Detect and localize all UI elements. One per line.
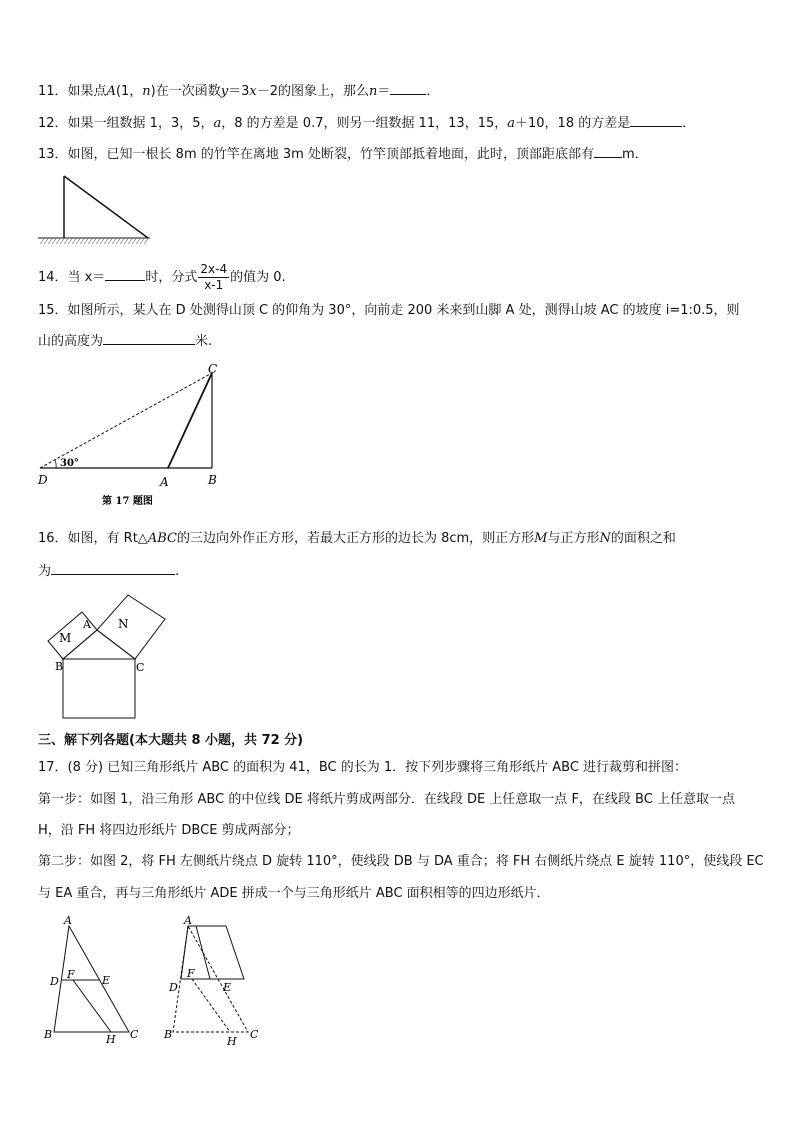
q16-text: 如图，有 Rt△ (67, 531, 148, 546)
q13-text: m． (621, 147, 648, 162)
question-number: 13． (38, 147, 68, 162)
q15-text: 如图所示，某人在 D 处测得山顶 C 的仰角为 30°，向前走 200 米来到山脚 A 处，测得山坡 AC 的坡度 i=1:0.5，则 (67, 303, 740, 318)
angle-label: 30° (60, 458, 79, 469)
point-c-label: C (250, 1028, 259, 1041)
question-16-line-2 (38, 562, 179, 581)
point-label: A (106, 84, 116, 99)
fraction (198, 262, 229, 293)
point-c-label: C (208, 362, 218, 376)
question-12 (38, 114, 695, 133)
point-b-label: B (44, 1028, 53, 1041)
section-title: 三、解下列各题(本大题共 8 小题，共 72 分) (38, 733, 304, 748)
point-d-label: D (50, 975, 59, 988)
sight-line-dc (40, 373, 212, 468)
point-b-label: B (164, 1028, 173, 1041)
question-17-line-2: 第一步：如图 1，沿三角形 ABC 的中位线 DE 将纸片剪成两部分．在线段 DE 上任意取一点 F，在线段 BC 上任意取一点 (38, 792, 735, 807)
question-17-line-5: 与 EA 重合，再与三角形纸片 ADE 拼成一个与三角形纸片 ABC 面积相等的四边形纸片． (38, 886, 550, 901)
q16-text: 与正方形 (547, 531, 600, 546)
variable-x: x (249, 84, 257, 99)
question-number: 12． (38, 116, 68, 131)
point-b-label: B (55, 660, 64, 673)
point-f-label: F (187, 967, 195, 980)
q16-text: 为 (38, 564, 52, 579)
variable-a: a (507, 116, 515, 131)
bamboo-figure (38, 172, 152, 248)
triangle-abc (54, 926, 129, 1032)
q13-text: 如图，已知一根长 8m 的竹竿在离地 3m 处断裂，竹竿顶部抵着地面，此时，顶部距底部有 (67, 147, 594, 162)
point-c-label: C (130, 1028, 139, 1041)
q11-text: －2的图象上，那么 (256, 84, 370, 99)
point-h-label: H (227, 1035, 237, 1048)
q11-text: ) (150, 84, 156, 99)
square-n-label: N (599, 531, 611, 546)
question-14 (38, 262, 286, 293)
point-d-label: D (38, 473, 48, 487)
variable-y: y (220, 84, 229, 99)
question-16-line-1 (38, 530, 676, 548)
question-13 (38, 145, 648, 164)
q14-text: 时，分式 (145, 270, 198, 285)
answer-blank[interactable] (594, 145, 622, 158)
answer-blank[interactable] (390, 82, 426, 95)
point-c-label: C (136, 661, 145, 674)
question-15-line-1 (38, 302, 740, 320)
answer-blank[interactable] (103, 332, 195, 345)
square-n (97, 595, 165, 659)
question-17-line-1: 17．(8 分) 已知三角形纸片 ABC 的面积为 41，BC 的长为 1．按下列步骤将三角形纸片 ABC 进行裁剪和拼图： (38, 760, 688, 775)
point-a-label: A (160, 475, 169, 489)
bamboo-broken-part (64, 176, 148, 238)
answer-blank[interactable] (630, 114, 682, 127)
fraction-denominator: x-1 (204, 278, 224, 292)
answer-blank[interactable] (51, 562, 175, 575)
point-b-label: B (208, 473, 217, 487)
ground-hatching (40, 239, 148, 244)
square-n-label: N (118, 617, 129, 631)
q14-text: 当 x＝ (67, 270, 106, 285)
figure-2 (162, 912, 266, 1046)
point-a-label: A (64, 914, 72, 927)
q16-text: 的面积之和 (610, 531, 676, 546)
q12-text: ，8 的方差是 0.7，则另一组数据 11，13，15， (221, 116, 508, 131)
question-number: 14． (38, 270, 68, 285)
q11-text: (1， (115, 84, 143, 99)
slope-ac (168, 373, 212, 468)
squares-figure (38, 590, 178, 722)
right-triangle (63, 630, 135, 659)
question-15-line-2 (38, 332, 212, 351)
variable-a: a (213, 116, 222, 131)
square-m-label: M (59, 631, 72, 645)
q12-text: ． (682, 116, 696, 131)
q12-text: ＋10，18 的方差是 (515, 116, 631, 131)
question-number: 16． (38, 531, 68, 546)
figure-1 (44, 912, 144, 1046)
figure-caption: 第 17 题图 (102, 496, 153, 507)
question-17-line-3: H，沿 FH 将四边形纸片 DBCE 剪成两部分； (38, 823, 300, 838)
point-f-label: F (67, 968, 75, 981)
triangle-label: ABC (147, 531, 177, 546)
point-d-label: D (169, 981, 178, 994)
point-h-label: H (106, 1033, 116, 1046)
rotated-cut (196, 926, 210, 979)
q14-text: 的值为 0. (230, 270, 286, 285)
fraction-numerator: 2x-4 (200, 262, 228, 276)
question-number: 15． (38, 303, 68, 318)
question-17-line-4: 第二步：如图 2，将 FH 左侧纸片绕点 D 旋转 110°，使线段 DB 与 DA 重合；将 FH 右侧纸片绕点 E 旋转 110°，使线段 EC (38, 854, 764, 869)
mountain-figure (36, 360, 226, 510)
cut-fh (73, 980, 111, 1032)
angle-arc (55, 460, 56, 468)
square-m-label: M (534, 531, 548, 546)
q11-text: ＝ (377, 84, 391, 99)
variable-n: n (142, 84, 151, 99)
variable-n: n (369, 84, 378, 99)
q16-text: . (175, 564, 180, 579)
q16-text: 的三边向外作正方形，若最大正方形的边长为 8cm，则正方形 (176, 531, 535, 546)
point-a-label: A (184, 914, 192, 927)
point-e-label: E (223, 981, 232, 994)
q11-text: 在一次函数 (155, 84, 221, 99)
square-bc (63, 659, 135, 718)
point-e-label: E (102, 974, 111, 987)
answer-blank[interactable] (105, 268, 145, 281)
point-a-label: A (83, 618, 91, 631)
q12-text: 如果一组数据 1，3，5， (67, 116, 214, 131)
q15-text: 米. (195, 334, 213, 349)
q15-text: 山的高度为 (38, 334, 104, 349)
question-number: 11． (38, 84, 68, 99)
q11-text: 如果点 (67, 84, 107, 99)
q11-text: ＝3 (228, 84, 250, 99)
q11-text: ． (426, 84, 440, 99)
question-11 (38, 82, 439, 101)
